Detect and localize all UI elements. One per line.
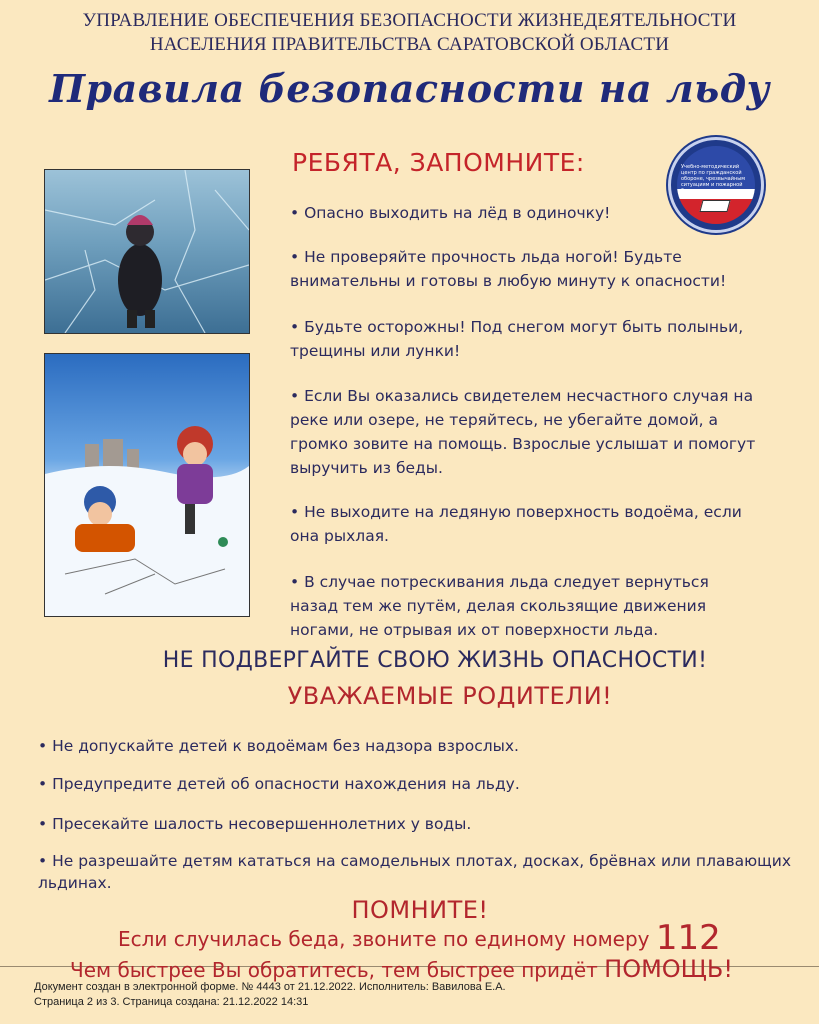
footer-line-2: Страница 2 из 3. Страница создана: 21.12.2022 14:31	[34, 996, 309, 1008]
kids-rule-4: • Если Вы оказались свидетелем несчастного случая на реке или озере, не теряйтесь, не убегайте домой, а громко зовите на помощь. Взрослые услышат и помогут выручить из беды.	[290, 387, 756, 477]
warning-heading: НЕ ПОДВЕРГАЙТЕ СВОЮ ЖИЗНЬ ОПАСНОСТИ!	[162, 648, 708, 673]
child-on-ice-photo	[44, 169, 250, 334]
header-line-1: УПРАВЛЕНИЕ ОБЕСПЕЧЕНИЯ БЕЗОПАСНОСТИ ЖИЗНЕДЕЯТЕЛЬНОСТИ	[82, 10, 737, 31]
kids-rule-2: • Не проверяйте прочность льда ногой! Будьте внимательны и готовы в любую минуту к опасности!	[290, 248, 727, 290]
faster-help-line	[70, 955, 733, 983]
kids-rule-6: • В случае потрескивания льда следует вернуться назад тем же путём, делая скользящие движения ногами, не отрывая их от поверхности льда.	[290, 573, 709, 639]
parents-rule-3: • Пресекайте шалость несовершеннолетних у воды.	[38, 815, 472, 833]
parents-heading: УВАЖАЕМЫЕ РОДИТЕЛИ!	[287, 682, 613, 710]
parents-rule-4: • Не разрешайте детям кататься на самодельных плотах, досках, брёвнах или плавающих льдинах.	[38, 852, 791, 892]
parents-rule-1: • Не допускайте детей к водоёмам без надзора взрослых.	[38, 737, 519, 755]
children-on-ice-illustration	[44, 353, 250, 617]
parents-rule-2: • Предупредите детей об опасности нахождения на льду.	[38, 775, 520, 793]
call-text: Если случилась беда, звоните по единому номеру	[118, 927, 650, 951]
kids-heading: РЕБЯТА, ЗАПОМНИТЕ:	[292, 148, 585, 177]
page-title: Правила безопасности на льду	[49, 66, 770, 111]
emergency-number: 112	[655, 918, 721, 958]
kids-rule-1: • Опасно выходить на лёд в одиночку!	[290, 204, 611, 222]
remember-heading: ПОМНИТЕ!	[351, 896, 489, 924]
faster-text: Чем быстрее Вы обратитесь, тем быстрее придёт	[70, 958, 598, 982]
footer-line-1: Документ создан в электронной форме. № 4443 от 21.12.2022. Исполнитель: Вавилова Е.А.	[34, 981, 506, 993]
kids-rule-3: • Будьте осторожны! Под снегом могут быть полыньи, трещины или лунки!	[290, 318, 744, 360]
header-line-2: НАСЕЛЕНИЯ ПРАВИТЕЛЬСТВА САРАТОВСКОЙ ОБЛАСТИ	[149, 34, 670, 55]
kids-rule-5: • Не выходите на ледяную поверхность водоёма, если она рыхлая.	[290, 503, 742, 545]
emblem-text: Учебно-методический центр по гражданской обороне, чрезвычайным ситуациям и пожарной безопасности Саратовской области	[681, 164, 745, 200]
emergency-call-line	[118, 918, 721, 958]
help-word: ПОМОЩЬ!	[604, 955, 734, 983]
